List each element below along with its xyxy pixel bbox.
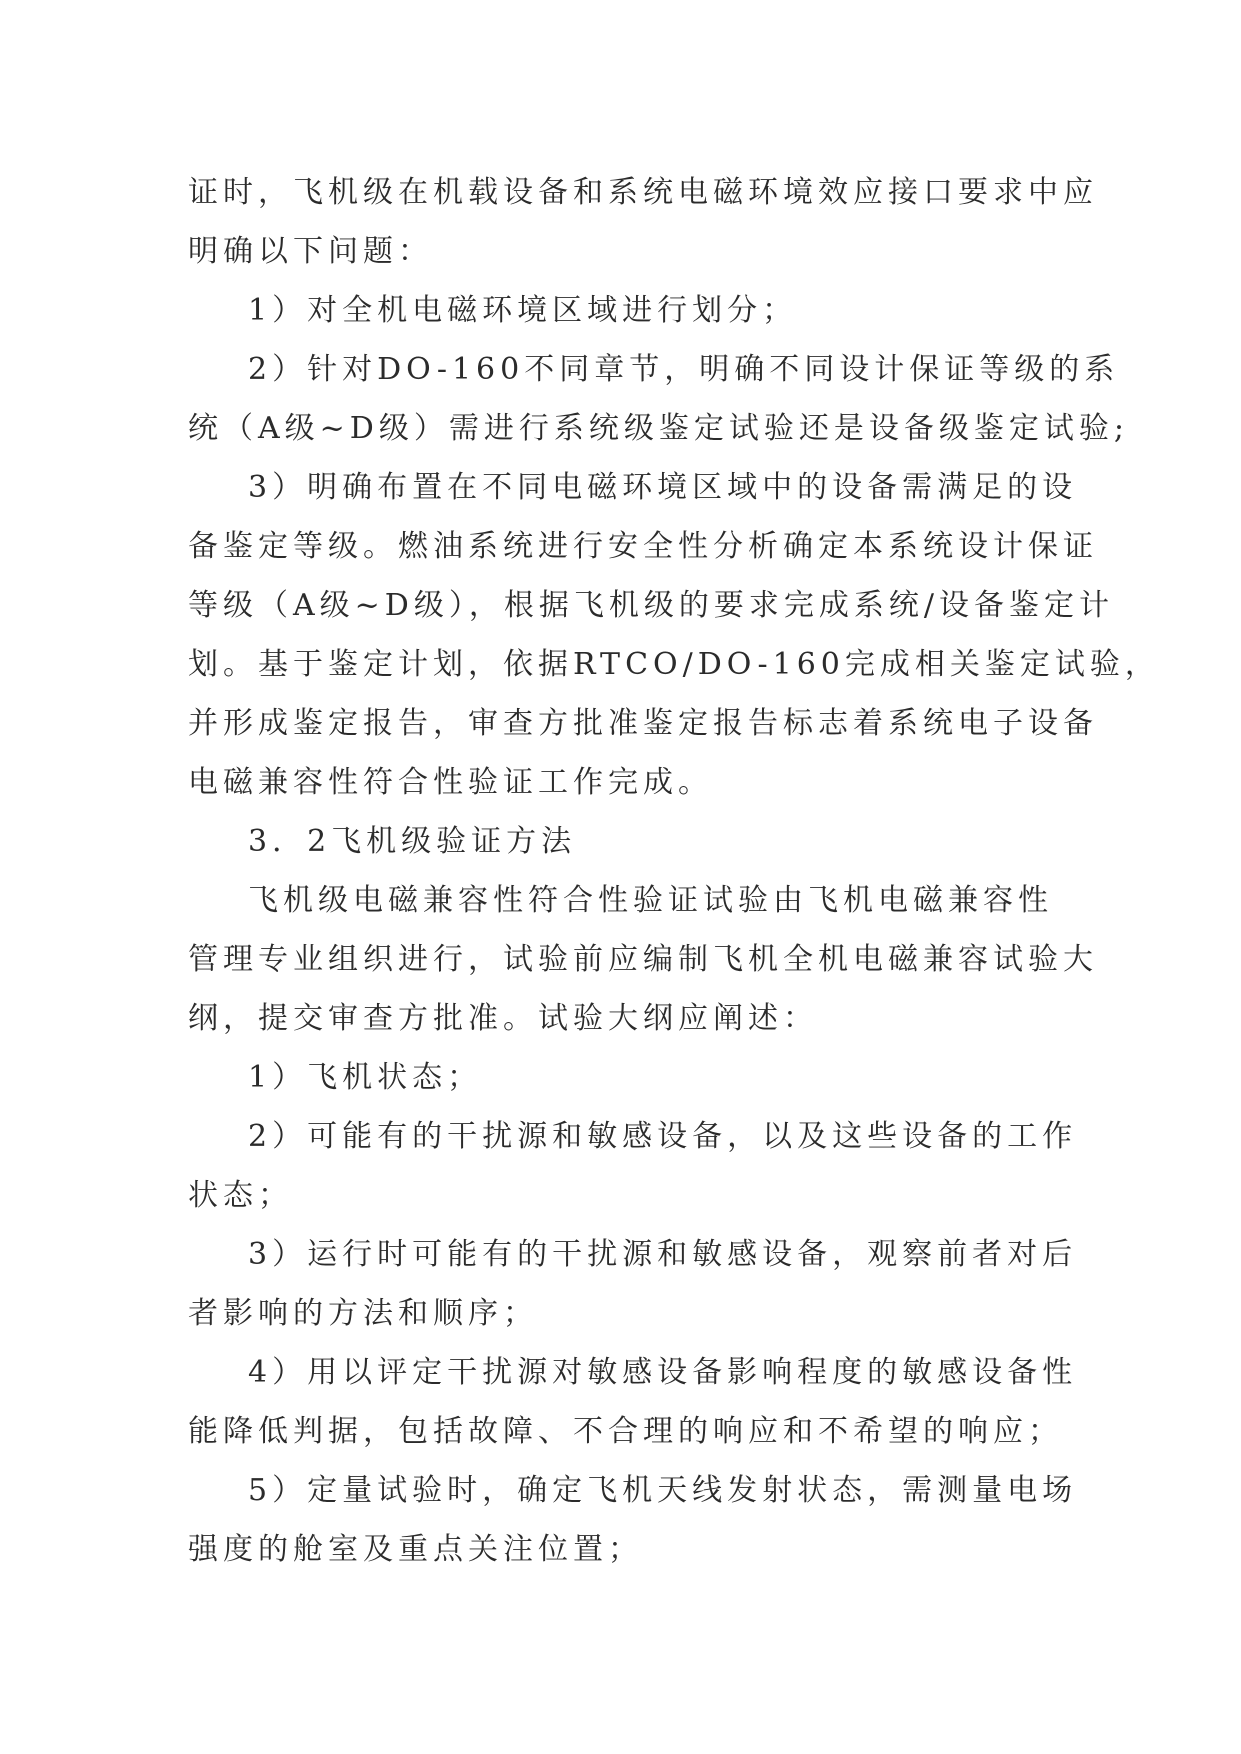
section-heading: 3．2飞机级验证方法 [248, 824, 577, 859]
list-item: 1）对全机电磁环境区域进行划分； [248, 293, 798, 328]
text-line: 管理专业组织进行，试验前应编制飞机全机电磁兼容试验大 [188, 942, 1098, 977]
text-line: 纲，提交审查方批准。试验大纲应阐述： [188, 1001, 818, 1036]
list-item: 4）用以评定干扰源对敏感设备影响程度的敏感设备性 [248, 1355, 1078, 1390]
text-line: 等级（A级~D级），根据飞机级的要求完成系统/设备鉴定计 [188, 588, 1114, 623]
text-line: 备鉴定等级。燃油系统进行安全性分析确定本系统设计保证 [188, 529, 1098, 564]
text-line: 统（A级~D级）需进行系统级鉴定试验还是设备级鉴定试验; [188, 411, 1129, 446]
text-line: 明确以下问题： [188, 234, 433, 269]
text-line: 证时，飞机级在机载设备和系统电磁环境效应接口要求中应 [188, 175, 1098, 210]
list-item: 1）飞机状态； [248, 1060, 483, 1095]
list-item: 3）明确布置在不同电磁环境区域中的设备需满足的设 [248, 470, 1078, 505]
list-item: 2）可能有的干扰源和敏感设备，以及这些设备的工作 [248, 1119, 1078, 1154]
document-body [188, 163, 1160, 1579]
list-item: 2）针对DO-160不同章节，明确不同设计保证等级的系 [248, 352, 1120, 387]
text-line: 并形成鉴定报告，审查方批准鉴定报告标志着系统电子设备 [188, 706, 1098, 741]
text-line: 能降低判据，包括故障、不合理的响应和不希望的响应； [188, 1414, 1063, 1449]
paragraph-start: 飞机级电磁兼容性符合性验证试验由飞机电磁兼容性 [248, 883, 1053, 918]
list-item: 3）运行时可能有的干扰源和敏感设备，观察前者对后 [248, 1237, 1078, 1272]
list-item: 5）定量试验时，确定飞机天线发射状态，需测量电场 [248, 1473, 1078, 1508]
text-line: 状态； [188, 1178, 293, 1213]
text-line: 电磁兼容性符合性验证工作完成。 [188, 765, 713, 800]
text-line: 划。基于鉴定计划，依据RTCO/DO-160完成相关鉴定试验， [188, 647, 1160, 682]
text-line: 强度的舱室及重点关注位置； [188, 1532, 643, 1567]
text-line: 者影响的方法和顺序； [188, 1296, 538, 1331]
